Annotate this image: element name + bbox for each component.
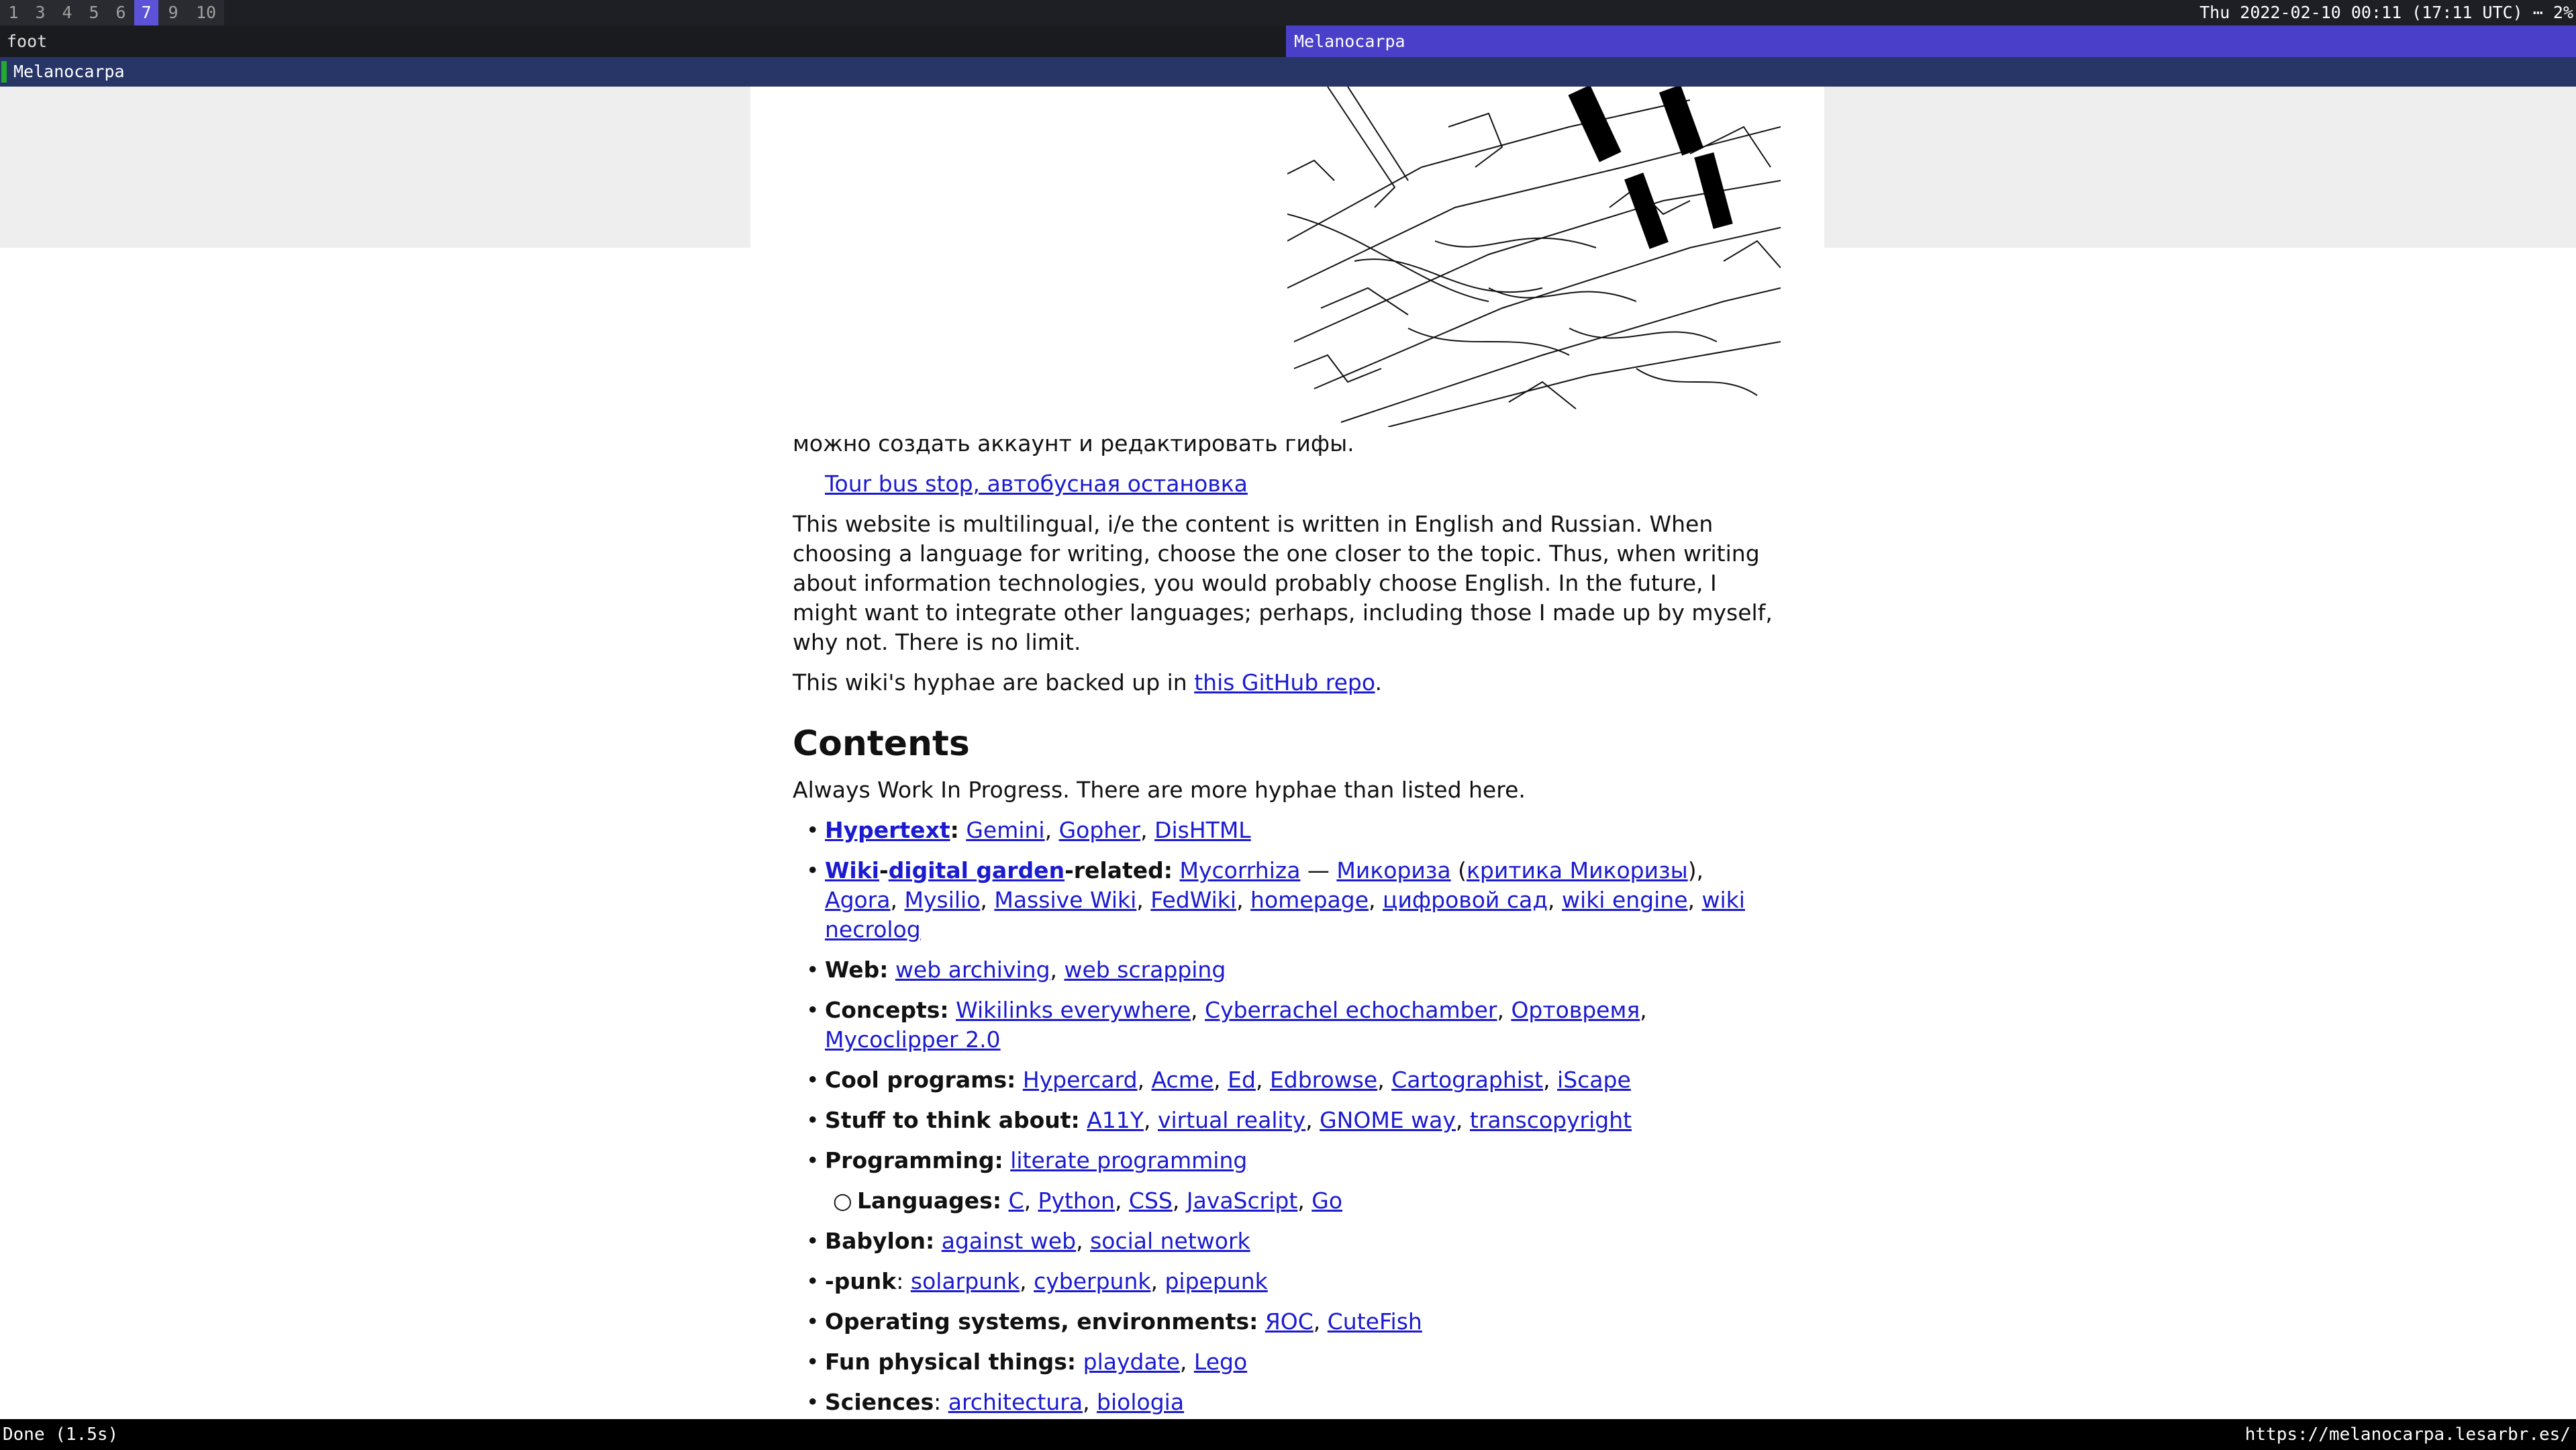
wiki-necrolog-link[interactable]: wiki necrolog bbox=[825, 887, 1745, 942]
agora-link[interactable]: Agora bbox=[825, 887, 891, 913]
css-link[interactable]: CSS bbox=[1128, 1188, 1173, 1214]
window-titlebar bbox=[0, 26, 2576, 57]
a11y-link[interactable]: A11Y bbox=[1087, 1107, 1144, 1133]
tourbus-paragraph bbox=[793, 469, 1779, 499]
list-item-babylon: • Babylon: against web, social network bbox=[793, 1226, 1779, 1256]
sciences-label: Sciences bbox=[825, 1389, 934, 1415]
dishtml-link[interactable]: DisHTML bbox=[1154, 817, 1251, 843]
list-item-languages: ○ Languages: C, Python, CSS, JavaScript, Go bbox=[793, 1186, 1779, 1216]
cyberpunk-link[interactable]: cyberpunk bbox=[1034, 1268, 1151, 1294]
paragraph-multilingual: This website is multilingual, i/e the content is written in English and Russian. When choosing a language for writing, choose the one closer to the topic. Thus, when writing about information technologies, you would probably choose English. In the future, I might want to integrate other languages; perhaps, including those I made up by myself, why not. There is no limit. bbox=[793, 511, 1773, 655]
hypertext-link[interactable]: Hypertext bbox=[825, 817, 950, 843]
social-network-link[interactable]: social network bbox=[1090, 1228, 1250, 1254]
mycorrhiza-link[interactable]: Mycorrhiza bbox=[1179, 857, 1301, 883]
workspace-5[interactable]: 5 bbox=[89, 3, 99, 22]
literate-programming-link[interactable]: literate programming bbox=[1010, 1147, 1248, 1173]
homepage-link[interactable]: homepage bbox=[1250, 887, 1369, 913]
punk-label: -punk bbox=[825, 1268, 897, 1294]
playdate-link[interactable]: playdate bbox=[1083, 1349, 1180, 1375]
workspace-4[interactable]: 4 bbox=[62, 3, 72, 22]
virtual-reality-link[interactable]: virtual reality bbox=[1157, 1107, 1306, 1133]
backup-text: This wiki's hyphae are backed up in bbox=[793, 669, 1195, 695]
list-item-web: • Web: web archiving, web scrapping bbox=[793, 955, 1779, 985]
wiki-engine-link[interactable]: wiki engine bbox=[1562, 887, 1688, 913]
babylon-label: Babylon: bbox=[825, 1228, 935, 1254]
gnome-way-link[interactable]: GNOME way bbox=[1320, 1107, 1456, 1133]
go-link[interactable]: Go bbox=[1311, 1188, 1343, 1214]
cool-programs-label: Cool programs: bbox=[825, 1067, 1016, 1093]
top-status-bar bbox=[0, 0, 2576, 26]
gopher-link[interactable]: Gopher bbox=[1058, 817, 1141, 843]
lego-link[interactable]: Lego bbox=[1193, 1349, 1248, 1375]
wiki-link[interactable]: Wiki bbox=[825, 857, 879, 883]
list-item-fun-physical: • Fun physical things: playdate, Lego bbox=[793, 1347, 1779, 1377]
github-repo-link[interactable]: this GitHub repo bbox=[1194, 669, 1375, 695]
concepts-label: Concepts: bbox=[825, 997, 949, 1023]
list-item-concepts: • Concepts: Wikilinks everywhere, Cyberrachel echochamber, Ортовремя, Mycoclipper 2.0 bbox=[793, 996, 1779, 1055]
ed-link[interactable]: Ed bbox=[1228, 1067, 1256, 1093]
list-item-punk: • -punk: solarpunk, cyberpunk, pipepunk bbox=[793, 1267, 1779, 1296]
load-status: Done (1.5s) bbox=[3, 1424, 119, 1445]
yaos-link[interactable]: ЯОС bbox=[1265, 1308, 1314, 1335]
mikoriza-link[interactable]: Микориза bbox=[1336, 857, 1451, 883]
paragraph-ru: можно создать аккаунт и редактировать гифы. bbox=[793, 430, 1354, 456]
iscape-link[interactable]: iScape bbox=[1557, 1067, 1631, 1093]
web-page[interactable] bbox=[0, 87, 2576, 1419]
programming-label: Programming: bbox=[825, 1147, 1003, 1173]
python-link[interactable]: Python bbox=[1038, 1188, 1115, 1214]
wiki-suffix: -related: bbox=[1064, 857, 1173, 883]
clock: Thu 2022-02-10 00:11 (17:11 UTC) ⋯ 2% bbox=[2199, 3, 2573, 22]
gemini-link[interactable]: Gemini bbox=[966, 817, 1045, 843]
stuff-to-think-label: Stuff to think about: bbox=[825, 1107, 1080, 1133]
operating-systems-label: Operating systems, environments: bbox=[825, 1308, 1258, 1335]
window-title-melanocarpa[interactable]: Melanocarpa bbox=[1286, 26, 2576, 57]
workspace-10[interactable]: 10 bbox=[195, 3, 217, 22]
fun-physical-label: Fun physical things: bbox=[825, 1349, 1077, 1375]
javascript-link[interactable]: JavaScript bbox=[1186, 1188, 1298, 1214]
browser-tab-title[interactable]: Melanocarpa bbox=[13, 62, 125, 81]
browser-status-bar bbox=[0, 1419, 2576, 1450]
languages-label: Languages: bbox=[857, 1188, 1002, 1214]
edbrowse-link[interactable]: Edbrowse bbox=[1269, 1067, 1378, 1093]
mycoclipper-link[interactable]: Mycoclipper 2.0 bbox=[825, 1026, 1001, 1053]
workspace-3[interactable]: 3 bbox=[35, 3, 46, 22]
c-link[interactable]: C bbox=[1008, 1188, 1024, 1214]
cartographist-link[interactable]: Cartographist bbox=[1391, 1067, 1544, 1093]
workspace-strip bbox=[0, 0, 224, 26]
header-background-left bbox=[0, 87, 750, 248]
list-item-operating-systems: • Operating systems, environments: ЯОС, CuteFish bbox=[793, 1307, 1779, 1337]
list-item-programming bbox=[793, 1146, 1779, 1175]
web-archiving-link[interactable]: web archiving bbox=[895, 957, 1050, 983]
tourbus-link[interactable]: Tour bus stop, автобусная остановка bbox=[825, 471, 1248, 497]
acme-link[interactable]: Acme bbox=[1151, 1067, 1214, 1093]
workspace-1[interactable]: 1 bbox=[8, 3, 19, 22]
list-item-hypertext: • Hypertext: Gemini, Gopher, DisHTML bbox=[793, 816, 1779, 845]
tab-indicator bbox=[1, 61, 7, 83]
contents-intro: Always Work In Progress. There are more hyphae than listed here. bbox=[793, 777, 1526, 803]
fedwiki-link[interactable]: FedWiki bbox=[1150, 887, 1237, 913]
hypercard-link[interactable]: Hypercard bbox=[1022, 1067, 1138, 1093]
list-item-cool-programs: • Cool programs: Hypercard, Acme, Ed, Edbrowse, Cartographist, iScape bbox=[793, 1065, 1779, 1095]
punk-colon: : bbox=[896, 1268, 904, 1294]
contents-heading: Contents bbox=[793, 724, 970, 764]
massive-wiki-link[interactable]: Massive Wiki bbox=[994, 887, 1137, 913]
browser-tab-bar bbox=[0, 57, 2576, 87]
wikilinks-everywhere-link[interactable]: Wikilinks everywhere bbox=[956, 997, 1191, 1023]
paragraph-backup bbox=[793, 668, 1779, 697]
solarpunk-link[interactable]: solarpunk bbox=[910, 1268, 1020, 1294]
cutefish-link[interactable]: CuteFish bbox=[1327, 1308, 1422, 1335]
list-item-stuff-to-think: • Stuff to think about: A11Y, virtual reality, GNOME way, transcopyright bbox=[793, 1106, 1779, 1135]
web-label: Web: bbox=[825, 957, 889, 983]
backup-suffix: . bbox=[1375, 669, 1382, 695]
architectura-link[interactable]: architectura bbox=[948, 1389, 1083, 1415]
emdash: — bbox=[1300, 857, 1337, 883]
window-title-foot[interactable]: foot bbox=[7, 32, 48, 51]
web-scrapping-link[interactable]: web scrapping bbox=[1064, 957, 1226, 983]
wiki-dash: - bbox=[879, 857, 889, 883]
current-url: https://melanocarpa.lesarbr.es/ bbox=[2244, 1424, 2571, 1445]
ortovremya-link[interactable]: Ортовремя bbox=[1511, 997, 1640, 1023]
mysilio-link[interactable]: Mysilio bbox=[904, 887, 981, 913]
header-background-right bbox=[1824, 87, 2576, 248]
workspace-7[interactable]: 7 bbox=[134, 0, 158, 26]
contents-list bbox=[793, 816, 1779, 1417]
kritika-mikorizy-link[interactable]: критика Микоризы bbox=[1467, 857, 1688, 883]
against-web-link[interactable]: against web bbox=[941, 1228, 1077, 1254]
hypertext-colon: : bbox=[950, 817, 959, 843]
workspace-6[interactable]: 6 bbox=[115, 3, 126, 22]
transcopyright-link[interactable]: transcopyright bbox=[1469, 1107, 1632, 1133]
sketch-image bbox=[1287, 87, 1781, 427]
sciences-colon: : bbox=[934, 1389, 942, 1415]
digital-garden-link[interactable]: digital garden bbox=[888, 857, 1065, 883]
workspace-9[interactable]: 9 bbox=[168, 3, 179, 22]
list-item-wiki: • Wiki-digital garden-related: Mycorrhiza — Микориза (критика Микоризы), Agora, Mysilio, Massive Wiki, FedWiki, homepage, цифровой сад, wiki engine, wiki necrolog bbox=[793, 856, 1779, 945]
cyberrachel-echochamber-link[interactable]: Cyberrachel echochamber bbox=[1205, 997, 1497, 1023]
article-content bbox=[793, 429, 1779, 1419]
pipepunk-link[interactable]: pipepunk bbox=[1165, 1268, 1268, 1294]
biologia-link[interactable]: biologia bbox=[1097, 1389, 1185, 1415]
list-item-sciences: • Sciences: architectura, biologia bbox=[793, 1388, 1779, 1417]
tsifrovoy-sad-link[interactable]: цифровой сад bbox=[1383, 887, 1548, 913]
